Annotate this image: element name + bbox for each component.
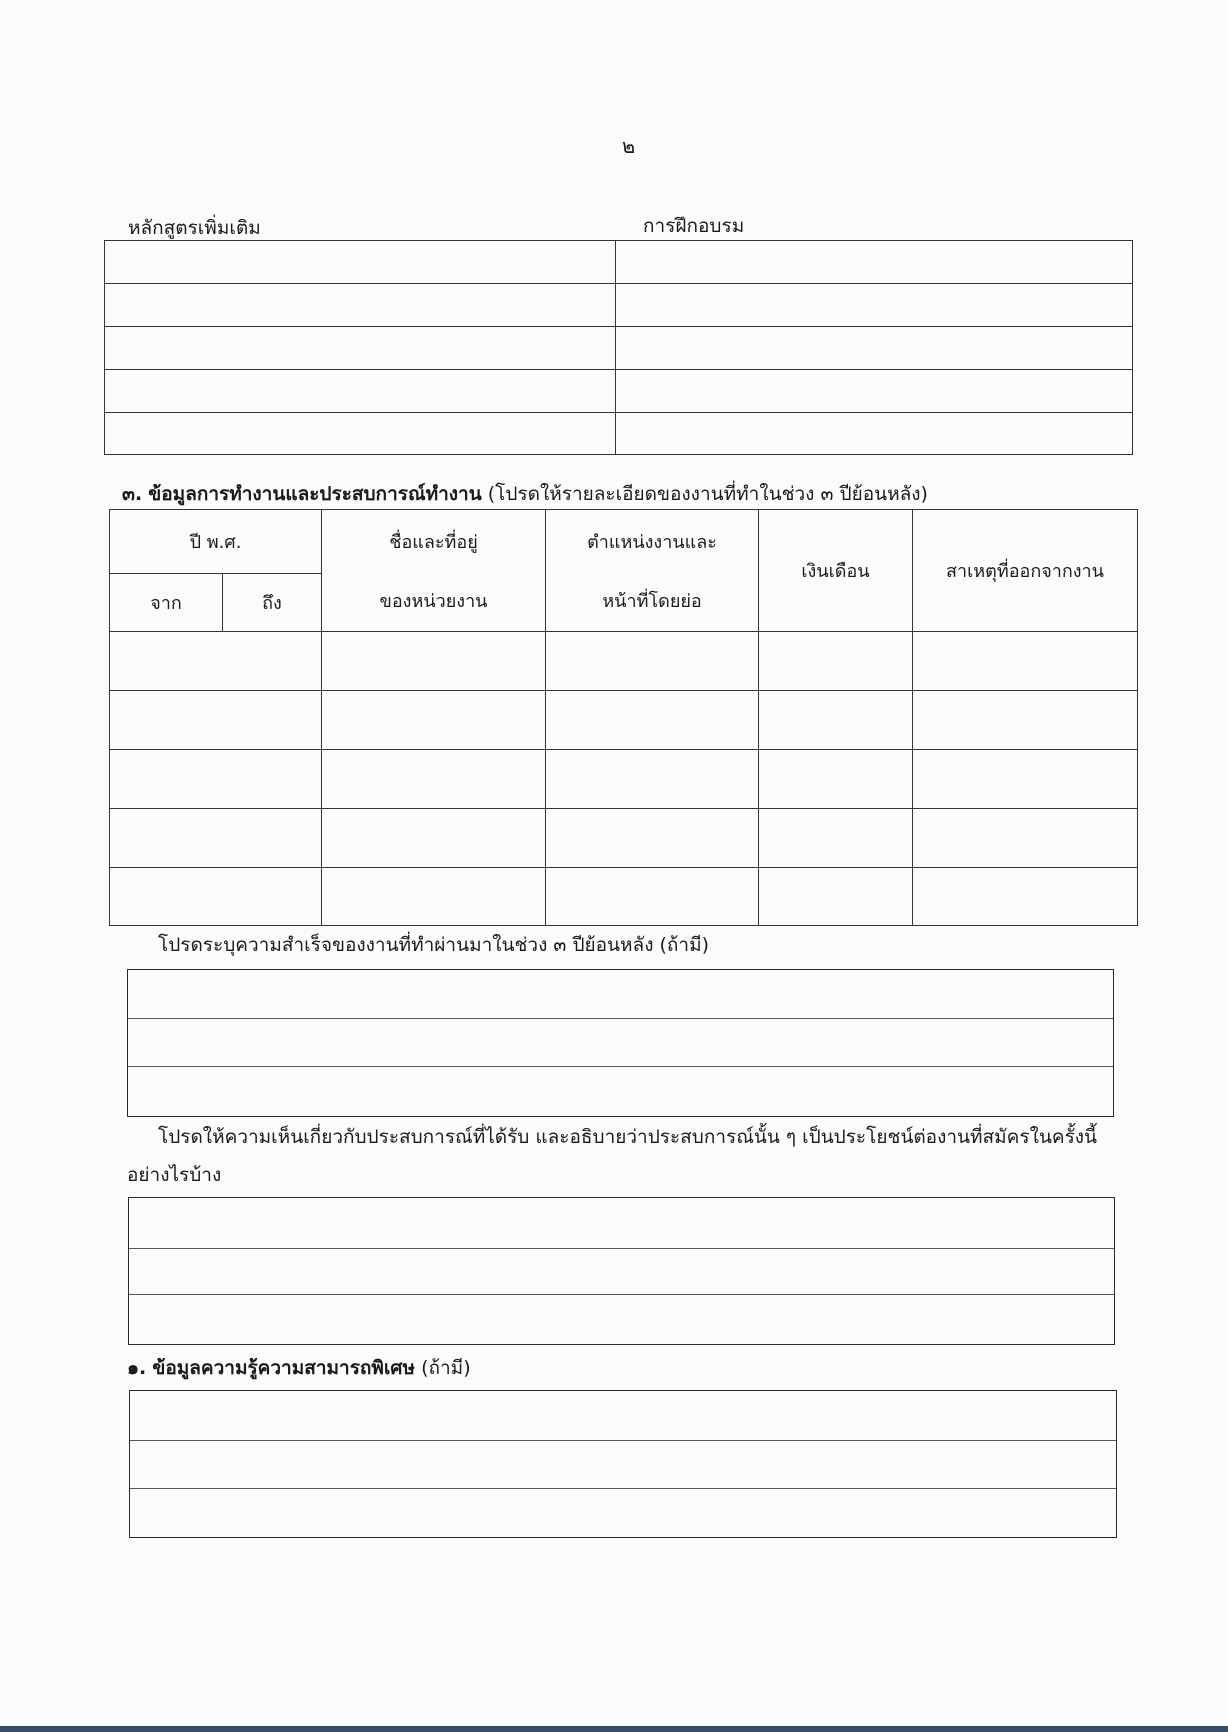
year-cell[interactable]: [110, 632, 322, 691]
special-skills-input-box[interactable]: [129, 1390, 1117, 1538]
section3-note: (โปรดให้รายละเอียดของงานที่ทำในช่วง ๓ ปีย้อนหลัง): [487, 483, 928, 505]
org-cell[interactable]: [322, 750, 546, 809]
opinion-input-box[interactable]: [128, 1197, 1115, 1345]
org-cell[interactable]: [322, 691, 546, 750]
org-header: [322, 510, 546, 632]
reason-cell[interactable]: [913, 750, 1138, 809]
table-row: [110, 632, 1138, 691]
section3-title: ข้อมูลการทำงานและประสบการณ์ทำงาน: [148, 483, 482, 505]
table-row: [110, 691, 1138, 750]
table-row: [110, 868, 1138, 926]
year-cell[interactable]: [110, 868, 322, 926]
reason-cell[interactable]: [913, 691, 1138, 750]
org-header-line2: ของหน่วยงาน: [379, 590, 488, 612]
training-table: [104, 240, 1133, 455]
org-header-line1: ชื่อและที่อยู่: [389, 531, 478, 553]
salary-cell[interactable]: [759, 691, 913, 750]
year-cell[interactable]: [110, 809, 322, 868]
training-cell[interactable]: [616, 284, 1133, 327]
training-cell[interactable]: [105, 327, 616, 370]
position-cell[interactable]: [546, 691, 759, 750]
training-cell[interactable]: [616, 241, 1133, 284]
reason-cell[interactable]: [913, 632, 1138, 691]
org-cell[interactable]: [322, 868, 546, 926]
position-header-line2: หน้าที่โดยย่อ: [602, 590, 702, 612]
section3-heading: [122, 482, 928, 506]
work-experience-table: [109, 509, 1138, 926]
achievement-prompt: โปรดระบุความสำเร็จของงานที่ทำผ่านมาในช่วง ๓ ปีย้อนหลัง (ถ้ามี): [158, 934, 710, 956]
ruled-line: [128, 1018, 1113, 1019]
section4-number: ๑.: [127, 1357, 147, 1379]
section4-title: ข้อมูลความรู้ความสามารถพิเศษ: [152, 1357, 416, 1379]
reason-cell[interactable]: [913, 868, 1138, 926]
year-cell[interactable]: [110, 750, 322, 809]
position-cell[interactable]: [546, 868, 759, 926]
section3-number: ๓.: [122, 483, 143, 505]
opinion-prompt-line2: อย่างไรบ้าง: [127, 1164, 222, 1186]
position-header: [546, 510, 759, 632]
salary-cell[interactable]: [759, 632, 913, 691]
training-label: การฝึกอบรม: [643, 215, 745, 237]
ruled-line: [128, 1066, 1113, 1067]
salary-cell[interactable]: [759, 809, 913, 868]
training-cell[interactable]: [105, 284, 616, 327]
position-cell[interactable]: [546, 809, 759, 868]
position-header-line1: ตำแหน่งงานและ: [587, 531, 717, 553]
reason-header: สาเหตุที่ออกจากงาน: [913, 510, 1138, 632]
ruled-line: [129, 1248, 1114, 1249]
training-cell[interactable]: [616, 370, 1133, 413]
opinion-prompt-line1: โปรดให้ความเห็นเกี่ยวกับประสบการณ์ที่ได้รับ และอธิบายว่าประสบการณ์นั้น ๆ เป็นประโยชน์ต่องานที่สมัครในครั้งนี้: [158, 1126, 1098, 1148]
table-row: [110, 809, 1138, 868]
year-cell[interactable]: [110, 691, 322, 750]
training-cell[interactable]: [105, 241, 616, 284]
ruled-line: [130, 1488, 1116, 1489]
year-header: ปี พ.ศ.: [110, 510, 322, 574]
position-cell[interactable]: [546, 750, 759, 809]
training-cell[interactable]: [105, 413, 616, 455]
org-cell[interactable]: [322, 632, 546, 691]
section4-heading: [127, 1356, 471, 1380]
scan-bottom-edge: [0, 1726, 1228, 1732]
page-number: ๒: [622, 134, 636, 158]
achievement-input-box[interactable]: [127, 969, 1114, 1117]
from-header: จาก: [110, 574, 223, 632]
additional-course-label: หลักสูตรเพิ่มเติม: [128, 217, 261, 239]
salary-cell[interactable]: [759, 750, 913, 809]
section4-note: (ถ้ามี): [421, 1357, 471, 1379]
training-cell[interactable]: [105, 370, 616, 413]
ruled-line: [130, 1440, 1116, 1441]
ruled-line: [129, 1294, 1114, 1295]
to-header: ถึง: [223, 574, 322, 632]
training-cell[interactable]: [616, 327, 1133, 370]
reason-cell[interactable]: [913, 809, 1138, 868]
org-cell[interactable]: [322, 809, 546, 868]
training-cell[interactable]: [616, 413, 1133, 455]
position-cell[interactable]: [546, 632, 759, 691]
table-row: [110, 750, 1138, 809]
salary-header: เงินเดือน: [759, 510, 913, 632]
salary-cell[interactable]: [759, 868, 913, 926]
